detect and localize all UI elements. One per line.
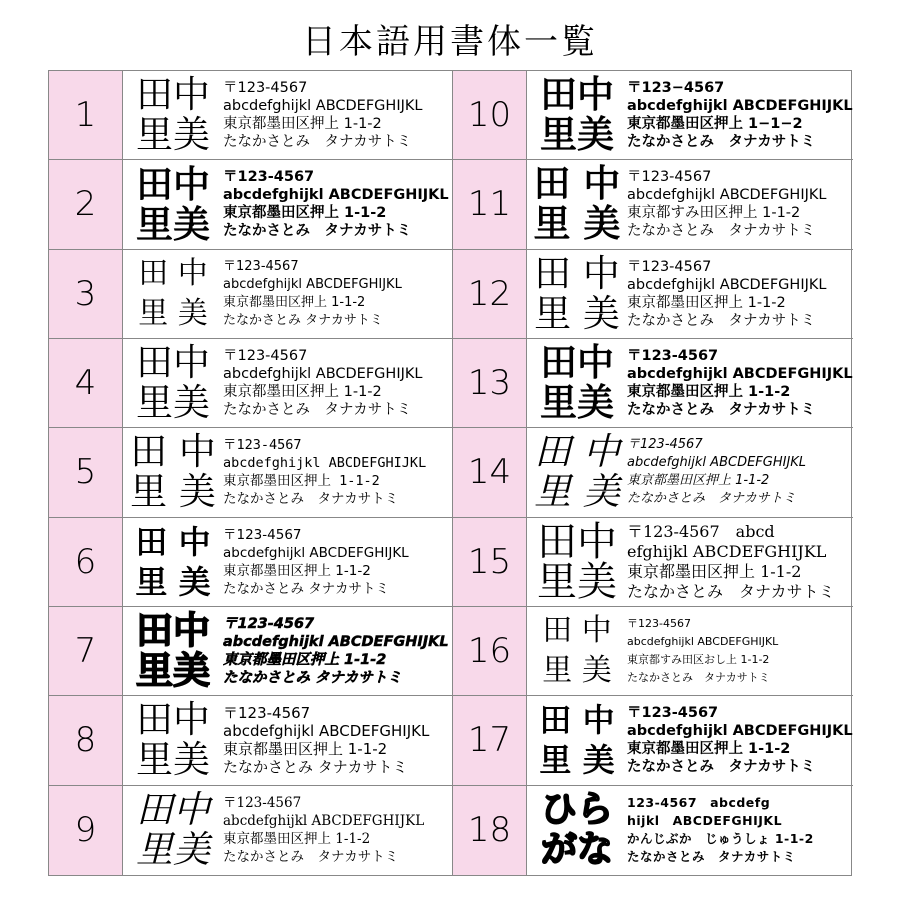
sample-alphabet: abcdefghijkl ABCDEFGHIJKL [223, 187, 449, 204]
sample-name-bottom: 里 美 [138, 295, 208, 331]
font-sample-1 [49, 71, 453, 160]
sample-kana: たなかさとみ タナカサトミ [223, 312, 383, 328]
font-sample-8 [49, 696, 453, 785]
sample-name-bottom: 里 美 [542, 653, 612, 689]
sample-alphabet: hijkl ABCDEFGHIJKL [627, 813, 783, 829]
sample-alphabet: abcdefghijkl ABCDEFGHIJKL [223, 455, 427, 472]
sample-postal: 〒123-4567 [223, 80, 308, 97]
sample-name-bottom: 里 美 [135, 562, 211, 601]
sample-postal: 〒123-4567 [627, 617, 691, 631]
sample-kana: たなかさとみ タナカサトミ [627, 402, 816, 419]
sample-postal: 〒123-4567 abcd [627, 521, 775, 541]
sample-name-bottom: 里美 [136, 113, 210, 157]
font-sample-17 [453, 696, 853, 785]
font-sample-3 [49, 250, 453, 339]
sample-alphabet: abcdefghijkl ABCDEFGHIJKL [627, 98, 853, 115]
sample-kana: たなかさとみ タナカサトミ [223, 758, 408, 777]
sample-kana: たなかさとみ タナカサトミ [223, 223, 412, 240]
sample-number: 3 [49, 250, 123, 338]
sample-name-bottom: 里美 [136, 738, 210, 782]
sample-name-top: 田中 [136, 73, 210, 117]
sample-name-top: 田中 [136, 609, 210, 653]
font-sample-table [48, 70, 852, 876]
font-sample-10 [453, 71, 853, 160]
sample-postal: 〒123-4567 [223, 258, 299, 274]
sample-alphabet: abcdefghijkl ABCDEFGHIJKL [627, 366, 853, 383]
font-sample-4 [49, 339, 453, 428]
font-sample-5 [49, 428, 453, 517]
sample-name-top: 田中 [136, 162, 210, 207]
sample-name-bottom: がな [540, 829, 613, 871]
sample-name-top: 田 中 [534, 430, 620, 474]
sample-number: 7 [49, 607, 123, 695]
sample-kana: たなかさとみ タナカサトミ [223, 491, 399, 508]
page-title: 日本語用書体一覧 [302, 22, 598, 62]
sample-address: 東京都墨田区押上 1-1-2 [627, 473, 770, 489]
sample-postal: 〒123-4567 [223, 526, 302, 543]
sample-address: 東京都墨田区押上 1-1-2 [223, 740, 388, 759]
sample-postal: 〒123-4567 [223, 795, 302, 812]
font-sample-9 [49, 786, 453, 875]
sample-address: 東京都墨田区押上 1-1-2 [627, 561, 802, 581]
sample-name-top: 田 中 [542, 613, 612, 649]
sample-address: 東京都すみ田区押上 1-1-2 [627, 205, 801, 222]
font-sample-15 [453, 518, 853, 607]
sample-name-top: 田 中 [534, 251, 620, 295]
sample-address: 東京都墨田区押上 1−1−2 [627, 116, 803, 133]
sample-number: 18 [453, 786, 527, 875]
sample-postal: 〒123−4567 [627, 80, 725, 97]
sample-kana: たなかさとみ タナカサトミ [627, 134, 816, 151]
sample-kana: たなかさとみ タナカサトミ [627, 581, 835, 601]
sample-name-top: 田 中 [135, 522, 211, 561]
sample-name-top: 田中 [537, 518, 617, 565]
font-sample-7 [49, 607, 453, 696]
sample-address: 東京都墨田区押上 1-1-2 [223, 205, 387, 222]
sample-alphabet: abcdefghijkl ABCDEFGHIJKL [223, 813, 425, 830]
sample-name-top: 田中 [540, 73, 614, 117]
font-sample-12 [453, 250, 853, 339]
sample-number: 4 [49, 339, 123, 427]
sample-kana: たなかさとみ タナカサトミ [627, 312, 816, 329]
sample-postal: 〒123-4567 [627, 169, 712, 186]
sample-number: 13 [453, 339, 527, 427]
sample-number: 2 [49, 160, 123, 248]
sample-address: 東京都すみ田区おし上 1-1-2 [627, 653, 770, 667]
sample-number: 15 [453, 518, 527, 606]
sample-number: 11 [453, 160, 527, 248]
sample-number: 12 [453, 250, 527, 338]
sample-number: 9 [49, 786, 123, 875]
sample-name-top: 田中 [136, 698, 210, 742]
sample-kana: たなかさとみ タナカサトミ [627, 671, 770, 685]
sample-name-top: 田 中 [130, 430, 216, 474]
sample-alphabet: abcdefghijkl ABCDEFGHIJKL [627, 276, 827, 293]
sample-address: かんじぶか じゅうしょ 1-1-2 [627, 831, 814, 847]
sample-address: 東京都墨田区押上 1-1-2 [223, 473, 380, 490]
sample-postal: 〒123-4567 [627, 437, 703, 453]
sample-number: 6 [49, 518, 123, 606]
sample-address: 東京都墨田区押上 1-1-2 [223, 384, 382, 401]
sample-postal: 〒123-4567 [223, 348, 308, 365]
sample-name-top: 田中 [540, 341, 614, 385]
sample-address: 東京都墨田区押上 1-1-2 [223, 294, 366, 310]
sample-alphabet: abcdefghijkl ABCDEFGHIJKL [223, 276, 402, 292]
sample-name-bottom: 里美 [136, 649, 210, 693]
sample-name-top: 田 中 [138, 255, 208, 291]
font-sample-13 [453, 339, 853, 428]
sample-name-top: 田 中 [539, 701, 615, 740]
sample-alphabet: abcdefghijkl ABCDEFGHIJKL [223, 544, 409, 561]
sample-kana: たなかさとみ タナカサトミ [627, 223, 816, 240]
sample-name-bottom: 里美 [136, 202, 210, 247]
sample-postal: 123-4567 abcdefg [627, 795, 771, 811]
sample-address: 東京都墨田区押上 1-1-2 [627, 741, 791, 758]
sample-alphabet: abcdefghijkl ABCDEFGHIJKL [223, 98, 423, 115]
sample-alphabet: abcdefghijkl ABCDEFGHIJKL [223, 366, 423, 383]
sample-address: 東京都墨田区押上 1-1-2 [223, 116, 382, 133]
font-sample-14 [453, 428, 853, 517]
sample-name-bottom: 里美 [540, 381, 614, 425]
sample-address: 東京都墨田区押上 1-1-2 [223, 652, 387, 669]
sample-name-bottom: 里美 [136, 828, 210, 872]
sample-alphabet: abcdefghijkl ABCDEFGHIJKL [627, 723, 853, 740]
sample-name-bottom: 里美 [136, 381, 210, 425]
sample-name-bottom: 里美 [537, 558, 617, 605]
sample-kana: たなかさとみ タナカサトミ [223, 670, 402, 687]
font-sample-6 [49, 518, 453, 607]
sample-name-top: 田中 [136, 788, 210, 832]
font-sample-2 [49, 160, 453, 249]
sample-alphabet: abcdefghijkl ABCDEFGHIJKL [223, 634, 449, 651]
sample-postal: 〒123-4567 [627, 258, 712, 275]
sample-alphabet: abcdefghijkl ABCDEFGHIJKL [627, 187, 827, 204]
sample-alphabet: abcdefghijkl ABCDEFGHIJKL [223, 722, 430, 741]
sample-kana: たなかさとみ タナカサトミ [627, 849, 796, 865]
sample-kana: たなかさとみ タナカサトミ [223, 134, 412, 151]
sample-number: 8 [49, 696, 123, 784]
sample-postal: 〒123-4567 [223, 169, 315, 186]
sample-kana: たなかさとみ タナカサトミ [223, 580, 390, 597]
sample-name-bottom: 里 美 [534, 470, 620, 514]
sample-number: 10 [453, 71, 527, 159]
sample-number: 17 [453, 696, 527, 784]
sample-kana: たなかさとみ タナカサトミ [223, 402, 412, 419]
sample-number: 14 [453, 428, 527, 516]
sample-address: 東京都墨田区押上 1-1-2 [627, 294, 786, 311]
sample-number: 5 [49, 428, 123, 516]
sample-name-bottom: 里美 [540, 113, 614, 157]
sample-postal: 〒123-4567 [223, 437, 302, 454]
sample-address: 東京都墨田区押上 1-1-2 [223, 831, 371, 848]
sample-alphabet: abcdefghijkl ABCDEFGHIJKL [627, 635, 779, 649]
sample-kana: たなかさとみ タナカサトミ [627, 759, 816, 776]
sample-name-top: 田 中 [533, 162, 621, 206]
sample-number: 16 [453, 607, 527, 695]
sample-name-top: 田中 [136, 341, 210, 385]
sample-alphabet: efghijkl ABCDEFGHIJKL [627, 541, 827, 561]
sample-name-bottom: 里 美 [539, 741, 615, 780]
sample-number: 1 [49, 71, 123, 159]
sample-kana: たなかさとみ タナカサトミ [627, 491, 796, 507]
sample-kana: たなかさとみ タナカサトミ [223, 849, 399, 866]
font-sample-18 [453, 786, 853, 875]
font-sample-11 [453, 160, 853, 249]
sample-postal: 〒123-4567 [627, 348, 719, 365]
sample-postal: 〒123-4567 [223, 704, 311, 723]
sample-address: 東京都墨田区押上 1-1-2 [627, 384, 791, 401]
sample-name-bottom: 里 美 [534, 291, 620, 335]
font-sample-16 [453, 607, 853, 696]
sample-name-top: ひら [540, 789, 613, 831]
sample-postal: 〒123-4567 [223, 616, 315, 633]
sample-address: 東京都墨田区押上 1-1-2 [223, 562, 371, 579]
sample-name-bottom: 里 美 [130, 470, 216, 514]
sample-postal: 〒123-4567 [627, 705, 719, 722]
sample-name-bottom: 里 美 [533, 202, 621, 246]
sample-alphabet: abcdefghijkl ABCDEFGHIJKL [627, 455, 807, 471]
